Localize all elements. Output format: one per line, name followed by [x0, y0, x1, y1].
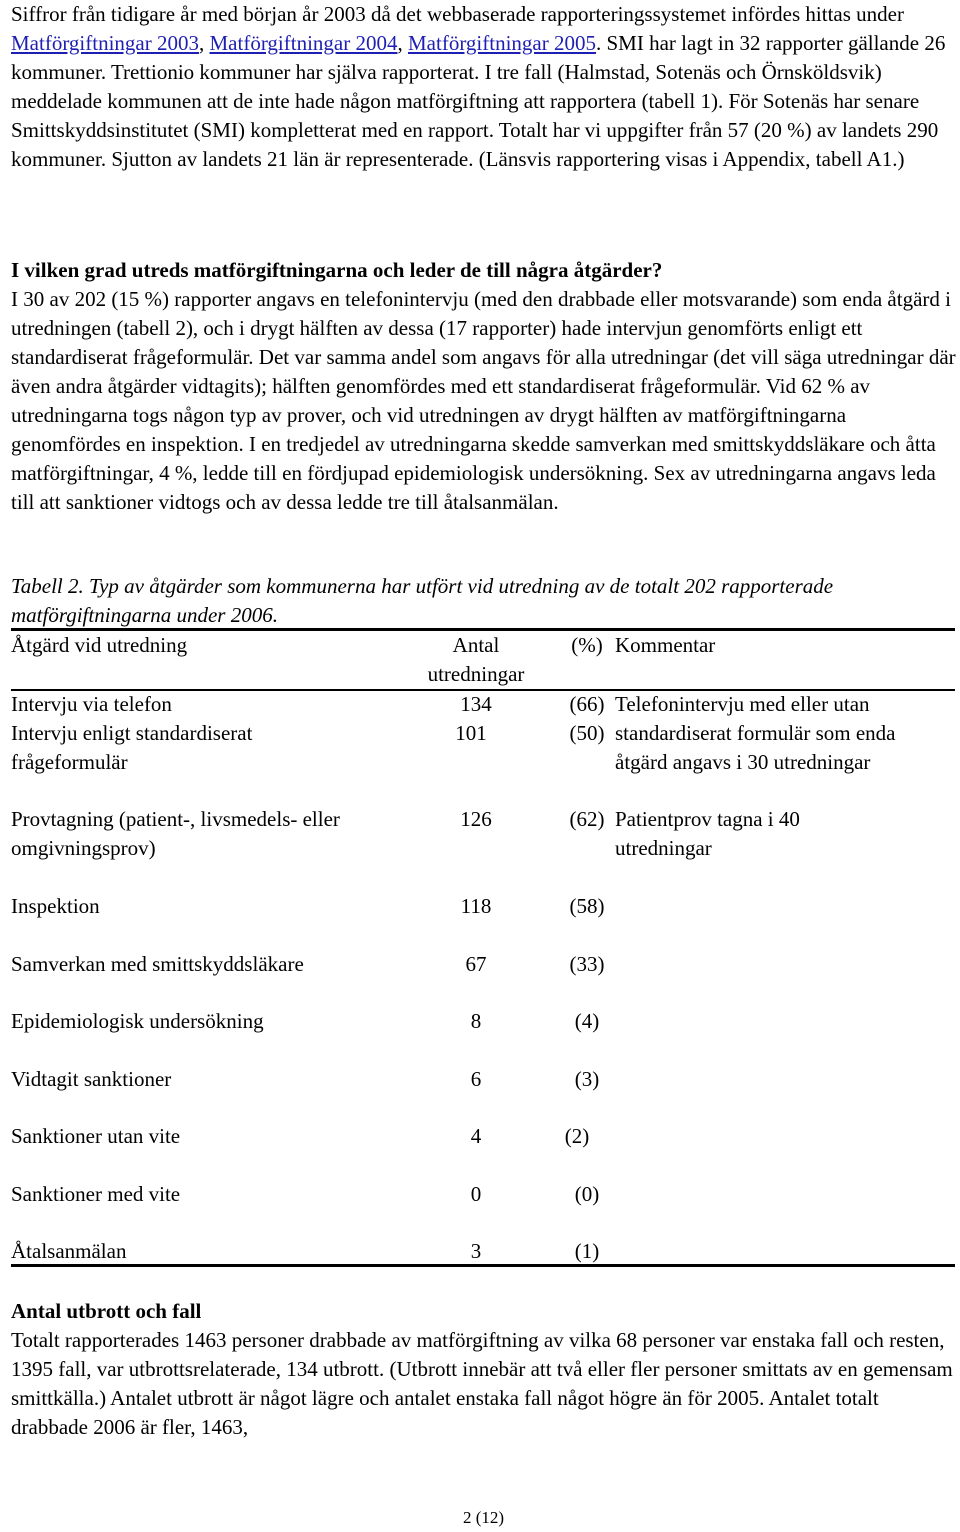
link-matforgiftningar-2004[interactable]: Matförgiftningar 2004 — [209, 31, 398, 55]
investigation-paragraph: I 30 av 202 (15 %) rapporter angavs en telefonintervju (med den drabbade eller motsvarande) som enda åtgärd i utredningen (tabell 2), och i drygt hälften av dessa (17 rapporter) hade intervjun genomförts enligt ett standardiserat frågeformulär. Det var samma andel som angavs för alla utredningar (det vill säga utredningar där även andra åtgärder vidtagits); hälften genomfördes med ett standardiserat frågeformulär. Vid 62 % av utredningarna togs någon typ av prover, och vid utredningen av drygt hälften av matförgiftningarna genomfördes en inspektion. I en tredjedel av utredningarna skedde samverkan med smittskyddsläkare och åtta matförgiftningar, 4 %, ledde till en fördjupad epidemiologisk undersökning. Sex av utredningarna angavs leda till att sanktioner vidtogs och av dessa ledde tre till åtalsanmälan. — [11, 287, 956, 514]
intro-text-end: . SMI har lagt in 32 rapporter gällande 26 kommuner. Trettionio kommuner har själva rapporterat. I tre fall (Halmstad, Sotenäs och Örnsköldsvik) meddelade kommunen att de inte hade någon matförgiftning att rapportera (tabell 1). För Sotenäs har senare Smittskyddsinstitutet (SMI) kompletterat med en rapport. Totalt har vi uppgifter från 57 (20 %) av landets 290 kommuner. Sjutton av landets 21 län är representerade. (Länsvis rapportering visas i Appendix, tabell A1.) — [11, 31, 946, 171]
outbreaks-paragraph: Totalt rapporterades 1463 personer drabbade av matförgiftning av vilka 68 personer var enstaka fall och resten, 1395 fall, var utbrottsrelaterade, 134 utbrott. (Utbrott innebär att två eller fler personer smittats av en gemensam smittkälla.) Antalet utbrott är något lägre och antalet enstaka fall något högre än för 2005. Antalet totalt drabbade 2006 är fler, 1463, — [11, 1328, 953, 1439]
table-cell-percent: (50) — [569, 721, 605, 745]
table-cell-action: Samverkan med smittskyddsläkare — [11, 952, 304, 976]
table-cell-action: Åtalsanmälan — [11, 1239, 127, 1263]
table-header-percent: (%) — [571, 633, 603, 657]
table-cell-percent: (0) — [574, 1182, 600, 1206]
table-cell-action: Provtagning (patient-, livsmedels- eller omgivningsprov) — [11, 807, 340, 860]
table-bottom-rule — [11, 1264, 955, 1267]
table-cell-percent: (2) — [564, 1124, 590, 1148]
table-cell-percent: (4) — [574, 1009, 600, 1033]
table-cell-percent: (1) — [574, 1239, 600, 1263]
table-cell-comment: Telefonintervju med eller utan — [615, 692, 870, 716]
table-cell-count: 134 — [460, 692, 492, 716]
table-cell-count: 101 — [455, 721, 487, 745]
table-cell-action: Epidemiologisk undersökning — [11, 1009, 264, 1033]
table-header-count-line1: Antal — [452, 633, 500, 657]
table-cell-percent: (66) — [569, 692, 605, 716]
table-header-comment: Kommentar — [615, 633, 716, 657]
link-matforgiftningar-2005[interactable]: Matförgiftningar 2005 — [408, 31, 596, 55]
table-cell-action: Inspektion — [11, 894, 100, 918]
table-header-action: Åtgärd vid utredning — [11, 633, 188, 657]
table-cell-percent: (33) — [569, 952, 605, 976]
table-cell-count: 3 — [470, 1239, 482, 1263]
table-cell-action: Intervju via telefon — [11, 692, 172, 716]
table-caption: Tabell 2. Typ av åtgärder som kommunerna har utfört vid utredning av de totalt 202 rapporterade matförgiftningarna under 2006. — [11, 574, 834, 627]
intro-paragraph — [11, 0, 951, 174]
link-matforgiftningar-2003[interactable]: Matförgiftningar 2003 — [11, 31, 199, 55]
table-cell-action: Sanktioner med vite — [11, 1182, 181, 1206]
intro-separator-1: , — [199, 31, 210, 55]
table-cell-count: 4 — [470, 1124, 482, 1148]
section-heading-investigation: I vilken grad utreds matförgiftningarna och leder de till några åtgärder? — [11, 258, 663, 282]
table-cell-count: 0 — [470, 1182, 482, 1206]
table-cell-comment: Patientprov tagna i 40 utredningar — [615, 807, 800, 860]
table-cell-percent: (62) — [569, 807, 605, 831]
table-cell-comment: standardiserat formulär som enda åtgärd angavs i 30 utredningar — [615, 721, 896, 774]
table-cell-count: 118 — [460, 894, 492, 918]
table-cell-count: 6 — [470, 1067, 482, 1091]
table-cell-action: Intervju enligt standardiserat frågeformulär — [11, 721, 253, 774]
intro-separator-2: , — [397, 31, 408, 55]
table-cell-count: 8 — [470, 1009, 482, 1033]
table-header-count — [416, 631, 536, 689]
table-cell-count: 67 — [465, 952, 487, 976]
table-header-count-line2: utredningar — [427, 662, 525, 686]
page-number: 2 (12) — [462, 1508, 505, 1527]
table-cell-percent: (58) — [569, 894, 605, 918]
table-cell-percent: (3) — [574, 1067, 600, 1091]
intro-text-start: Siffror från tidigare år med början år 2003 då det webbaserade rapporteringssystemet infördes hittas under — [11, 2, 904, 26]
table-cell-action: Sanktioner utan vite — [11, 1124, 181, 1148]
section-heading-outbreaks: Antal utbrott och fall — [11, 1299, 202, 1323]
table-cell-action: Vidtagit sanktioner — [11, 1067, 172, 1091]
table-cell-count: 126 — [460, 807, 492, 831]
